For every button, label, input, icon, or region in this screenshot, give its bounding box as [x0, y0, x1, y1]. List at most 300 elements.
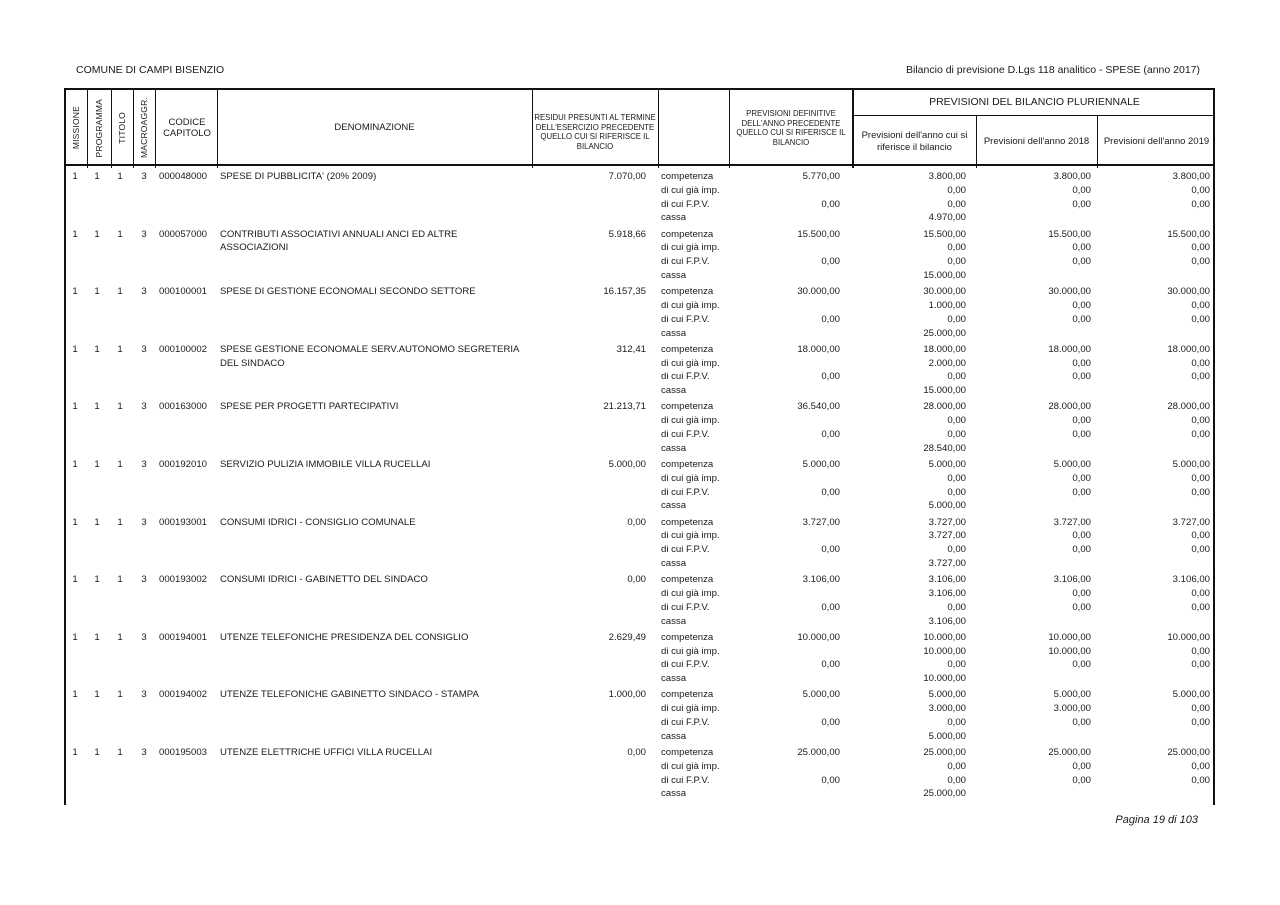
- amount: 0,00: [1072, 357, 1091, 369]
- amount: [727, 672, 840, 686]
- prev-2018-values: [974, 688, 1091, 729]
- col-prev-2017: Previsioni dell'anno cui si riferisce il bilancio: [861, 130, 968, 153]
- col-prev-2018: Previsioni dell'anno 2018: [983, 135, 1090, 147]
- prev-2019-values: [1095, 516, 1210, 557]
- programma-value: 1: [94, 689, 100, 701]
- amount: 0,00: [1072, 198, 1091, 210]
- prev-2019-values: [1095, 343, 1210, 384]
- amount: 0,00: [1191, 760, 1210, 772]
- amount: 0,00: [1191, 703, 1210, 715]
- amount: 1.000,00: [928, 299, 966, 311]
- value-kind-label: cassa: [661, 730, 687, 742]
- value-kind-label: di cui già imp.: [661, 472, 720, 484]
- amount: 0,00: [1191, 486, 1210, 498]
- amount: 15.000,00: [923, 385, 966, 397]
- amount: [727, 760, 840, 774]
- prev-2019-values: [1095, 458, 1210, 499]
- amount: 0,00: [1191, 198, 1210, 210]
- prev-2018-values: [974, 746, 1091, 787]
- amount: 5.000,00: [802, 689, 840, 701]
- amount: 0,00: [1072, 184, 1091, 196]
- amount: 30.000,00: [923, 286, 966, 298]
- amount: 18.000,00: [923, 343, 966, 355]
- programma-value: 1: [94, 631, 100, 643]
- amount: 0,00: [821, 313, 840, 325]
- value-kind-label: di cui F.P.V.: [661, 774, 710, 786]
- codice-capitolo: 000193001: [159, 516, 208, 528]
- value-kind-labels: [661, 573, 720, 628]
- prev-2017-values: [850, 573, 966, 628]
- prev-2017-values: [850, 688, 966, 743]
- amount: [727, 472, 840, 486]
- value-kind-labels: [661, 458, 720, 513]
- titolo-value: 1: [117, 228, 123, 240]
- amount: 25.000,00: [923, 746, 966, 758]
- amount: [727, 269, 840, 283]
- macroaggr-value: 3: [141, 689, 147, 701]
- amount: 30.000,00: [797, 286, 840, 298]
- prev-2018-values: [974, 343, 1091, 384]
- amount: 0,00: [1072, 760, 1091, 772]
- amount: 5.000,00: [1053, 689, 1091, 701]
- table-header: [64, 88, 1215, 166]
- prev-2017-values: [850, 285, 966, 340]
- amount: 0,00: [821, 256, 840, 268]
- amount: [727, 615, 840, 629]
- residui-value: 0,00: [627, 746, 646, 758]
- amount: 0,00: [1072, 486, 1091, 498]
- value-kind-label: di cui già imp.: [661, 703, 720, 715]
- macroaggr-value: 3: [141, 746, 147, 758]
- residui-value: 16.157,35: [603, 286, 646, 298]
- residui-value: 7.070,00: [608, 171, 646, 182]
- amount: 3.727,00: [1053, 516, 1091, 528]
- titolo-value: 1: [117, 516, 123, 528]
- programma-value: 1: [94, 516, 100, 528]
- macroaggr-value: 3: [141, 343, 147, 355]
- value-kind-labels: [661, 285, 720, 340]
- value-kind-label: di cui F.P.V.: [661, 256, 710, 268]
- amount: 18.000,00: [1048, 343, 1091, 355]
- denominazione: SPESE PER PROGETTI PARTECIPATIVI: [220, 401, 399, 413]
- prev-2019-values: [1095, 285, 1210, 326]
- amount: 0,00: [947, 774, 966, 786]
- amount: 3.106,00: [802, 574, 840, 586]
- missione-value: 1: [72, 458, 78, 470]
- amount: 0,00: [821, 601, 840, 613]
- prev-2018-values: [974, 170, 1091, 211]
- amount: 5.000,00: [1172, 458, 1210, 470]
- amount: [727, 730, 840, 744]
- titolo-value: 1: [117, 458, 123, 470]
- prev-def-values: [727, 573, 840, 628]
- codice-capitolo: 000100001: [159, 286, 208, 298]
- amount: 3.000,00: [1053, 703, 1091, 715]
- amount: 0,00: [821, 198, 840, 210]
- col-denominazione: DENOMINAZIONE: [334, 122, 415, 134]
- col-pluriennale: PREVISIONI DEL BILANCIO PLURIENNALE: [929, 96, 1140, 109]
- amount: 0,00: [821, 371, 840, 383]
- prev-2017-values: [850, 631, 966, 686]
- amount: 0,00: [947, 313, 966, 325]
- amount: 0,00: [1191, 472, 1210, 484]
- prev-def-values: [727, 400, 840, 455]
- value-kind-label: competenza: [661, 631, 714, 643]
- amount: 0,00: [1072, 313, 1091, 325]
- titolo-value: 1: [117, 574, 123, 586]
- amount: [727, 414, 840, 428]
- table-row: [64, 400, 1215, 458]
- residui-value: 21.213,71: [603, 401, 646, 413]
- amount: 5.000,00: [1172, 689, 1210, 701]
- amount: 5.000,00: [928, 500, 966, 512]
- amount: 3.800,00: [928, 171, 966, 182]
- amount: [727, 211, 840, 225]
- value-kind-labels: [661, 343, 720, 398]
- denominazione: UTENZE TELEFONICHE GABINETTO SINDACO - STAMPA: [220, 689, 479, 701]
- amount: 25.000,00: [923, 788, 966, 800]
- amount: 0,00: [1191, 645, 1210, 657]
- programma-value: 1: [94, 343, 100, 355]
- value-kind-label: di cui già imp.: [661, 415, 720, 427]
- amount: 0,00: [947, 242, 966, 254]
- amount: 18.000,00: [1167, 343, 1210, 355]
- amount: 0,00: [1191, 774, 1210, 786]
- codice-capitolo: 000193002: [159, 574, 208, 586]
- denominazione: CONTRIBUTI ASSOCIATIVI ANNUALI ANCI ED ALTRE ASSOCIAZIONI: [220, 228, 458, 254]
- titolo-value: 1: [117, 171, 123, 182]
- value-kind-label: cassa: [661, 673, 687, 685]
- prev-2018-values: [974, 573, 1091, 614]
- amount: [727, 357, 840, 371]
- amount: 15.500,00: [1048, 228, 1091, 240]
- col-titolo: TITOLO: [116, 112, 127, 144]
- amount: 0,00: [1191, 544, 1210, 556]
- denominazione: CONSUMI IDRICI - GABINETTO DEL SINDACO: [220, 574, 428, 586]
- amount: 0,00: [1072, 659, 1091, 671]
- amount: 3.106,00: [928, 587, 966, 599]
- amount: 0,00: [821, 659, 840, 671]
- amount: [727, 645, 840, 659]
- amount: 0,00: [1191, 587, 1210, 599]
- prev-def-values: [727, 688, 840, 743]
- prev-2019-values: [1095, 746, 1210, 787]
- amount: 3.106,00: [928, 574, 966, 586]
- amount: 0,00: [947, 184, 966, 196]
- prev-2019-values: [1095, 170, 1210, 211]
- value-kind-label: competenza: [661, 401, 714, 413]
- denominazione: UTENZE TELEFONICHE PRESIDENZA DEL CONSIGLIO: [220, 631, 469, 643]
- amount: 0,00: [1191, 256, 1210, 268]
- col-programma: PROGRAMMA: [93, 98, 104, 158]
- prev-2017-values: [850, 228, 966, 283]
- codice-capitolo: 000195003: [159, 746, 208, 758]
- missione-value: 1: [72, 746, 78, 758]
- amount: 0,00: [821, 428, 840, 440]
- denominazione: CONSUMI IDRICI - CONSIGLIO COMUNALE: [220, 516, 416, 528]
- amount: 0,00: [947, 601, 966, 613]
- amount: 5.000,00: [928, 730, 966, 742]
- value-kind-label: di cui già imp.: [661, 587, 720, 599]
- value-kind-label: cassa: [661, 212, 687, 224]
- residui-value: 5.000,00: [608, 458, 646, 470]
- value-kind-label: competenza: [661, 343, 714, 355]
- value-kind-labels: [661, 688, 720, 743]
- value-kind-label: cassa: [661, 500, 687, 512]
- amount: 0,00: [821, 716, 840, 728]
- value-kind-label: di cui F.P.V.: [661, 544, 710, 556]
- programma-value: 1: [94, 171, 100, 182]
- amount: 25.000,00: [797, 746, 840, 758]
- missione-value: 1: [72, 631, 78, 643]
- amount: 0,00: [947, 544, 966, 556]
- amount: 0,00: [1191, 530, 1210, 542]
- prev-2018-values: [974, 400, 1091, 441]
- value-kind-label: di cui F.P.V.: [661, 371, 710, 383]
- programma-value: 1: [94, 746, 100, 758]
- amount: 28.000,00: [1048, 401, 1091, 413]
- amount: [727, 299, 840, 313]
- amount: 25.000,00: [1048, 746, 1091, 758]
- col-prev-2019: Previsioni dell'anno 2019: [1103, 135, 1210, 147]
- prev-2017-values: [850, 458, 966, 513]
- value-kind-labels: [661, 400, 720, 455]
- table-body: [64, 170, 1215, 804]
- prev-def-values: [727, 458, 840, 513]
- amount: 0,00: [1072, 530, 1091, 542]
- prev-2018-values: [974, 228, 1091, 269]
- prev-2019-values: [1095, 688, 1210, 729]
- missione-value: 1: [72, 343, 78, 355]
- macroaggr-value: 3: [141, 228, 147, 240]
- value-kind-label: di cui già imp.: [661, 530, 720, 542]
- amount: 10.000,00: [1167, 631, 1210, 643]
- amount: 0,00: [947, 486, 966, 498]
- table-row: [64, 228, 1215, 286]
- amount: 10.000,00: [923, 645, 966, 657]
- value-kind-label: di cui F.P.V.: [661, 313, 710, 325]
- table-row: [64, 343, 1215, 401]
- amount: 3.727,00: [1172, 516, 1210, 528]
- amount: 0,00: [1072, 587, 1091, 599]
- amount: 15.500,00: [797, 228, 840, 240]
- amount: 0,00: [1072, 472, 1091, 484]
- amount: 18.000,00: [797, 343, 840, 355]
- value-kind-label: cassa: [661, 442, 687, 454]
- value-kind-label: di cui già imp.: [661, 760, 720, 772]
- denominazione: SPESE DI GESTIONE ECONOMALI SECONDO SETTORE: [220, 286, 476, 298]
- amount: 0,00: [1191, 313, 1210, 325]
- macroaggr-value: 3: [141, 171, 147, 182]
- amount: 0,00: [1072, 371, 1091, 383]
- amount: 0,00: [1072, 716, 1091, 728]
- amount: 0,00: [821, 486, 840, 498]
- prev-2018-values: [974, 516, 1091, 557]
- prev-2017-values: [850, 746, 966, 801]
- page-header-title: Bilancio di previsione D.Lgs 118 analitico - SPESE (anno 2017): [906, 64, 1200, 76]
- value-kind-label: competenza: [661, 689, 714, 701]
- titolo-value: 1: [117, 746, 123, 758]
- col-prev-def: PREVISIONI DEFINITIVE DELL'ANNO PRECEDENTE QUELLO CUI SI RIFERISCE IL BILANCIO: [736, 109, 846, 147]
- value-kind-label: di cui F.P.V.: [661, 198, 710, 210]
- amount: 15.500,00: [923, 228, 966, 240]
- amount: 3.727,00: [928, 557, 966, 569]
- titolo-value: 1: [117, 689, 123, 701]
- amount: [727, 787, 840, 801]
- amount: 0,00: [1072, 242, 1091, 254]
- budget-table: [64, 88, 1215, 805]
- table-row: [64, 458, 1215, 516]
- missione-value: 1: [72, 689, 78, 701]
- amount: 28.000,00: [923, 401, 966, 413]
- amount: 30.000,00: [1167, 286, 1210, 298]
- amount: 0,00: [1191, 299, 1210, 311]
- amount: [727, 587, 840, 601]
- amount: 0,00: [1072, 774, 1091, 786]
- amount: 0,00: [1191, 716, 1210, 728]
- macroaggr-value: 3: [141, 631, 147, 643]
- amount: 0,00: [947, 659, 966, 671]
- prev-2019-values: [1095, 400, 1210, 441]
- amount: 0,00: [947, 760, 966, 772]
- value-kind-labels: [661, 516, 720, 571]
- amount: 0,00: [1191, 357, 1210, 369]
- value-kind-label: competenza: [661, 458, 714, 470]
- missione-value: 1: [72, 516, 78, 528]
- residui-value: 5.918,66: [608, 228, 646, 240]
- amount: 10.000,00: [923, 673, 966, 685]
- amount: 4.970,00: [928, 212, 966, 224]
- amount: [727, 442, 840, 456]
- value-kind-label: di cui già imp.: [661, 184, 720, 196]
- denominazione: SPESE GESTIONE ECONOMALE SERV.AUTONOMO SEGRETERIA DEL SINDACO: [220, 343, 519, 369]
- amount: 25.000,00: [923, 327, 966, 339]
- value-kind-label: di cui F.P.V.: [661, 601, 710, 613]
- amount: 15.500,00: [1167, 228, 1210, 240]
- missione-value: 1: [72, 171, 78, 182]
- col-missione: MISSIONE: [71, 106, 82, 150]
- amount: 5.000,00: [928, 458, 966, 470]
- amount: [727, 499, 840, 513]
- prev-2017-values: [850, 400, 966, 455]
- amount: 0,00: [947, 371, 966, 383]
- codice-capitolo: 000194001: [159, 631, 208, 643]
- value-kind-label: di cui F.P.V.: [661, 716, 710, 728]
- missione-value: 1: [72, 286, 78, 298]
- amount: 0,00: [947, 198, 966, 210]
- amount: 5.000,00: [1053, 458, 1091, 470]
- value-kind-label: competenza: [661, 746, 714, 758]
- amount: 0,00: [947, 428, 966, 440]
- amount: 0,00: [1191, 371, 1210, 383]
- value-kind-label: competenza: [661, 171, 714, 182]
- amount: [727, 384, 840, 398]
- table-row: [64, 170, 1215, 228]
- prev-2019-values: [1095, 631, 1210, 672]
- codice-capitolo: 000100002: [159, 343, 208, 355]
- prev-def-values: [727, 343, 840, 398]
- amount: 0,00: [1191, 184, 1210, 196]
- amount: 0,00: [1191, 601, 1210, 613]
- amount: 0,00: [947, 716, 966, 728]
- macroaggr-value: 3: [141, 516, 147, 528]
- table-row: [64, 516, 1215, 574]
- amount: 3.800,00: [1053, 171, 1091, 182]
- residui-value: 312,41: [616, 343, 646, 355]
- amount: [727, 529, 840, 543]
- col-residui: RESIDUI PRESUNTI AL TERMINE DELL'ESERCIZIO PRECEDENTE QUELLO CUI SI RIFERISCE IL BILANCIO: [534, 113, 656, 151]
- codice-capitolo: 000057000: [159, 228, 208, 240]
- amount: 0,00: [1191, 428, 1210, 440]
- col-macroaggr: MACROAGGR.: [138, 97, 149, 159]
- missione-value: 1: [72, 401, 78, 413]
- value-kind-label: cassa: [661, 269, 687, 281]
- programma-value: 1: [94, 401, 100, 413]
- amount: 28.540,00: [923, 442, 966, 454]
- programma-value: 1: [94, 574, 100, 586]
- titolo-value: 1: [117, 343, 123, 355]
- amount: 25.000,00: [1167, 746, 1210, 758]
- amount: 3.727,00: [928, 530, 966, 542]
- titolo-value: 1: [117, 286, 123, 298]
- denominazione: UTENZE ELETTRICHE UFFICI VILLA RUCELLAI: [220, 746, 433, 758]
- amount: 3.106,00: [1053, 574, 1091, 586]
- value-kind-label: competenza: [661, 574, 714, 586]
- prev-2017-values: [850, 170, 966, 225]
- amount: 3.727,00: [928, 516, 966, 528]
- macroaggr-value: 3: [141, 401, 147, 413]
- amount: 5.000,00: [802, 458, 840, 470]
- value-kind-label: cassa: [661, 327, 687, 339]
- programma-value: 1: [94, 286, 100, 298]
- value-kind-label: cassa: [661, 615, 687, 627]
- value-kind-label: di cui già imp.: [661, 645, 720, 657]
- amount: 3.000,00: [928, 703, 966, 715]
- amount: 3.106,00: [1172, 574, 1210, 586]
- residui-value: 0,00: [627, 574, 646, 586]
- amount: [727, 557, 840, 571]
- col-codice: CODICE CAPITOLO: [163, 116, 211, 139]
- amount: 3.800,00: [1172, 171, 1210, 182]
- amount: 28.000,00: [1167, 401, 1210, 413]
- value-kind-label: di cui F.P.V.: [661, 659, 710, 671]
- amount: 15.000,00: [923, 269, 966, 281]
- denominazione: SPESE DI PUBBLICITA' (20% 2009): [220, 171, 377, 182]
- amount: 5.000,00: [928, 689, 966, 701]
- table-row: [64, 285, 1215, 343]
- titolo-value: 1: [117, 631, 123, 643]
- amount: 2.000,00: [928, 357, 966, 369]
- macroaggr-value: 3: [141, 574, 147, 586]
- residui-value: 2.629,49: [608, 631, 646, 643]
- page-header-entity: COMUNE DI CAMPI BISENZIO: [76, 64, 225, 76]
- residui-value: 0,00: [627, 516, 646, 528]
- amount: 10.000,00: [923, 631, 966, 643]
- value-kind-label: competenza: [661, 228, 714, 240]
- amount: 0,00: [1072, 428, 1091, 440]
- prev-def-values: [727, 285, 840, 340]
- value-kind-label: cassa: [661, 557, 687, 569]
- amount: 0,00: [1191, 242, 1210, 254]
- amount: 10.000,00: [1048, 631, 1091, 643]
- value-kind-label: di cui già imp.: [661, 299, 720, 311]
- value-kind-label: cassa: [661, 788, 687, 800]
- amount: 0,00: [1072, 601, 1091, 613]
- amount: 36.540,00: [797, 401, 840, 413]
- value-kind-label: di cui già imp.: [661, 242, 720, 254]
- denominazione: SERVIZIO PULIZIA IMMOBILE VILLA RUCELLAI: [220, 458, 431, 470]
- table-row: [64, 573, 1215, 631]
